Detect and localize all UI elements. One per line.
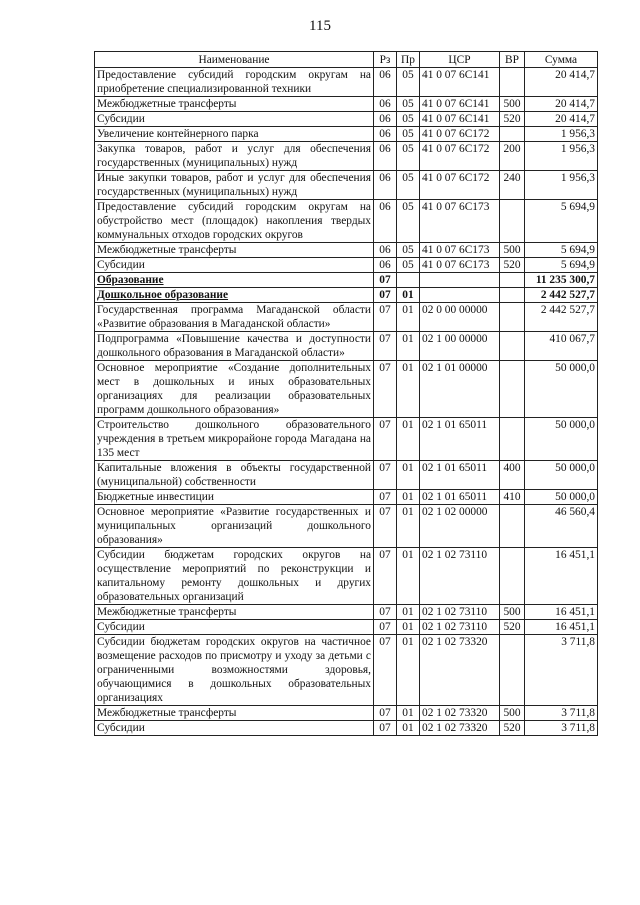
- row-vr: [500, 200, 525, 243]
- row-csr: 41 0 07 6С173: [420, 200, 500, 243]
- row-pr: 01: [397, 721, 420, 736]
- row-csr: [420, 273, 500, 288]
- table-row: [95, 361, 598, 418]
- row-name: Предоставление субсидий городским округам на приобретение специализированной техники: [95, 68, 374, 97]
- table-row: [95, 620, 598, 635]
- row-pr: 05: [397, 112, 420, 127]
- row-vr: [500, 418, 525, 461]
- row-rz: 07: [374, 303, 397, 332]
- row-vr: [500, 303, 525, 332]
- row-name: Межбюджетные трансферты: [95, 706, 374, 721]
- row-rz: 07: [374, 461, 397, 490]
- row-vr: 200: [500, 142, 525, 171]
- table-row: [95, 97, 598, 112]
- row-sum: 3 711,8: [525, 721, 598, 736]
- row-name: Подпрограмма «Повышение качества и доступности дошкольного образования в Магаданской области»: [95, 332, 374, 361]
- row-name: Межбюджетные трансферты: [95, 243, 374, 258]
- row-rz: 06: [374, 97, 397, 112]
- row-csr: 02 0 00 00000: [420, 303, 500, 332]
- table-row: [95, 68, 598, 97]
- row-csr: 02 1 02 73110: [420, 548, 500, 605]
- row-pr: 01: [397, 303, 420, 332]
- row-pr: 05: [397, 97, 420, 112]
- row-name: Закупка товаров, работ и услуг для обеспечения государственных (муниципальных) нужд: [95, 142, 374, 171]
- row-vr: [500, 127, 525, 142]
- header-rz: Рз: [374, 52, 397, 68]
- row-name: Основное мероприятие «Развитие государственных и муниципальных организаций дошкольного образования»: [95, 505, 374, 548]
- table-row: [95, 635, 598, 706]
- row-name: Образование: [95, 273, 374, 288]
- row-name: Предоставление субсидий городским округам на обустройство мест (площадок) накопления твердых коммунальных отходов городских округов: [95, 200, 374, 243]
- row-sum: 5 694,9: [525, 200, 598, 243]
- row-sum: 1 956,3: [525, 127, 598, 142]
- row-pr: 01: [397, 490, 420, 505]
- row-rz: 06: [374, 68, 397, 97]
- row-csr: 02 1 01 65011: [420, 418, 500, 461]
- row-sum: 16 451,1: [525, 548, 598, 605]
- row-vr: 520: [500, 258, 525, 273]
- row-sum: 50 000,0: [525, 461, 598, 490]
- row-sum: 46 560,4: [525, 505, 598, 548]
- row-csr: 02 1 02 73110: [420, 605, 500, 620]
- row-pr: 01: [397, 605, 420, 620]
- table-row: [95, 505, 598, 548]
- row-sum: 16 451,1: [525, 620, 598, 635]
- row-csr: 02 1 02 00000: [420, 505, 500, 548]
- row-name: Субсидии: [95, 620, 374, 635]
- row-rz: 06: [374, 112, 397, 127]
- header-row: [95, 52, 598, 68]
- table-row: [95, 142, 598, 171]
- row-sum: 50 000,0: [525, 361, 598, 418]
- row-name: Строительство дошкольного образовательного учреждения в третьем микрорайоне города Магадана на 135 мест: [95, 418, 374, 461]
- row-rz: 07: [374, 706, 397, 721]
- budget-table: [94, 51, 598, 736]
- table-row: [95, 303, 598, 332]
- row-vr: [500, 505, 525, 548]
- table-row: [95, 461, 598, 490]
- row-name: Дошкольное образование: [95, 288, 374, 303]
- row-name: Увеличение контейнерного парка: [95, 127, 374, 142]
- row-pr: 01: [397, 548, 420, 605]
- row-name: Субсидии: [95, 112, 374, 127]
- row-vr: [500, 635, 525, 706]
- row-sum: 16 451,1: [525, 605, 598, 620]
- row-vr: [500, 548, 525, 605]
- row-rz: 07: [374, 620, 397, 635]
- row-rz: 06: [374, 200, 397, 243]
- row-name: Бюджетные инвестиции: [95, 490, 374, 505]
- row-csr: 02 1 02 73320: [420, 706, 500, 721]
- row-sum: 50 000,0: [525, 418, 598, 461]
- row-vr: [500, 273, 525, 288]
- row-pr: 01: [397, 418, 420, 461]
- row-sum: 20 414,7: [525, 97, 598, 112]
- table-row: [95, 171, 598, 200]
- row-rz: 07: [374, 288, 397, 303]
- row-sum: 410 067,7: [525, 332, 598, 361]
- row-name: Иные закупки товаров, работ и услуг для обеспечения государственных (муниципальных) нужд: [95, 171, 374, 200]
- row-sum: 11 235 300,7: [525, 273, 598, 288]
- table-row: [95, 548, 598, 605]
- row-pr: 01: [397, 706, 420, 721]
- row-csr: 02 1 01 65011: [420, 490, 500, 505]
- header-vr: ВР: [500, 52, 525, 68]
- row-name: Государственная программа Магаданской области «Развитие образования в Магаданской области»: [95, 303, 374, 332]
- row-sum: 20 414,7: [525, 68, 598, 97]
- row-vr: [500, 288, 525, 303]
- row-pr: 05: [397, 171, 420, 200]
- row-vr: 500: [500, 97, 525, 112]
- row-rz: 07: [374, 418, 397, 461]
- row-pr: 01: [397, 461, 420, 490]
- row-vr: [500, 68, 525, 97]
- table-row: [95, 243, 598, 258]
- row-rz: 06: [374, 243, 397, 258]
- row-name: Субсидии бюджетам городских округов на частичное возмещение расходов по присмотру и уходу за детьми с ограниченными возможностями здоровья, обучающимися в дошкольных образовательных организациях: [95, 635, 374, 706]
- row-pr: [397, 273, 420, 288]
- row-name: Субсидии бюджетам городских округов на осуществление мероприятий по реконструкции и капитальному ремонту дошкольных и других образовательных организаций: [95, 548, 374, 605]
- row-rz: 07: [374, 361, 397, 418]
- row-rz: 06: [374, 127, 397, 142]
- header-csr: ЦСР: [420, 52, 500, 68]
- row-vr: [500, 361, 525, 418]
- row-csr: [420, 288, 500, 303]
- row-rz: 07: [374, 605, 397, 620]
- page-number: 115: [309, 18, 331, 34]
- row-name: Межбюджетные трансферты: [95, 605, 374, 620]
- row-vr: 520: [500, 620, 525, 635]
- row-vr: 410: [500, 490, 525, 505]
- row-sum: 3 711,8: [525, 706, 598, 721]
- row-sum: 2 442 527,7: [525, 303, 598, 332]
- table-row: [95, 721, 598, 736]
- row-sum: 5 694,9: [525, 243, 598, 258]
- row-rz: 06: [374, 171, 397, 200]
- table-row: [95, 490, 598, 505]
- row-pr: 01: [397, 361, 420, 418]
- table-row: [95, 706, 598, 721]
- row-sum: 5 694,9: [525, 258, 598, 273]
- header-pr: Пр: [397, 52, 420, 68]
- row-sum: 3 711,8: [525, 635, 598, 706]
- row-pr: 01: [397, 620, 420, 635]
- row-csr: 02 1 01 65011: [420, 461, 500, 490]
- table-row: [95, 273, 598, 288]
- row-csr: 02 1 02 73320: [420, 721, 500, 736]
- row-csr: 41 0 07 6С141: [420, 112, 500, 127]
- row-vr: 520: [500, 112, 525, 127]
- table-row: [95, 127, 598, 142]
- row-vr: 500: [500, 605, 525, 620]
- row-sum: 20 414,7: [525, 112, 598, 127]
- row-pr: 01: [397, 288, 420, 303]
- row-pr: 05: [397, 142, 420, 171]
- row-rz: 07: [374, 273, 397, 288]
- table-row: [95, 258, 598, 273]
- row-csr: 02 1 01 00000: [420, 361, 500, 418]
- header-name: Наименование: [95, 52, 374, 68]
- row-vr: 240: [500, 171, 525, 200]
- row-csr: 41 0 07 6С172: [420, 171, 500, 200]
- row-csr: 41 0 07 6С173: [420, 243, 500, 258]
- row-rz: 07: [374, 490, 397, 505]
- row-pr: 05: [397, 127, 420, 142]
- row-sum: 1 956,3: [525, 142, 598, 171]
- row-pr: 01: [397, 332, 420, 361]
- table-row: [95, 418, 598, 461]
- row-pr: 05: [397, 258, 420, 273]
- row-pr: 05: [397, 243, 420, 258]
- row-rz: 06: [374, 258, 397, 273]
- table-row: [95, 200, 598, 243]
- table-row: [95, 332, 598, 361]
- table-row: [95, 112, 598, 127]
- row-vr: [500, 332, 525, 361]
- row-pr: 05: [397, 68, 420, 97]
- row-csr: 41 0 07 6С172: [420, 142, 500, 171]
- header-sum: Сумма: [525, 52, 598, 68]
- row-vr: 520: [500, 721, 525, 736]
- table-row: [95, 605, 598, 620]
- row-sum: 1 956,3: [525, 171, 598, 200]
- row-pr: 01: [397, 505, 420, 548]
- row-vr: 400: [500, 461, 525, 490]
- row-csr: 02 1 02 73320: [420, 635, 500, 706]
- row-rz: 07: [374, 505, 397, 548]
- row-rz: 07: [374, 548, 397, 605]
- row-csr: 41 0 07 6С172: [420, 127, 500, 142]
- row-name: Капитальные вложения в объекты государственной (муниципальной) собственности: [95, 461, 374, 490]
- row-csr: 02 1 00 00000: [420, 332, 500, 361]
- row-name: Субсидии: [95, 258, 374, 273]
- row-rz: 07: [374, 635, 397, 706]
- row-vr: 500: [500, 706, 525, 721]
- row-rz: 06: [374, 142, 397, 171]
- row-csr: 41 0 07 6С141: [420, 68, 500, 97]
- row-pr: 05: [397, 200, 420, 243]
- row-sum: 2 442 527,7: [525, 288, 598, 303]
- table-row: [95, 288, 598, 303]
- row-csr: 02 1 02 73110: [420, 620, 500, 635]
- row-name: Основное мероприятие «Создание дополнительных мест в дошкольных и иных образовательных организациях для реализации образовательных программ дошкольного образования»: [95, 361, 374, 418]
- row-csr: 41 0 07 6С173: [420, 258, 500, 273]
- row-rz: 07: [374, 332, 397, 361]
- row-rz: 07: [374, 721, 397, 736]
- row-name: Межбюджетные трансферты: [95, 97, 374, 112]
- row-name: Субсидии: [95, 721, 374, 736]
- row-pr: 01: [397, 635, 420, 706]
- row-sum: 50 000,0: [525, 490, 598, 505]
- row-vr: 500: [500, 243, 525, 258]
- row-csr: 41 0 07 6С141: [420, 97, 500, 112]
